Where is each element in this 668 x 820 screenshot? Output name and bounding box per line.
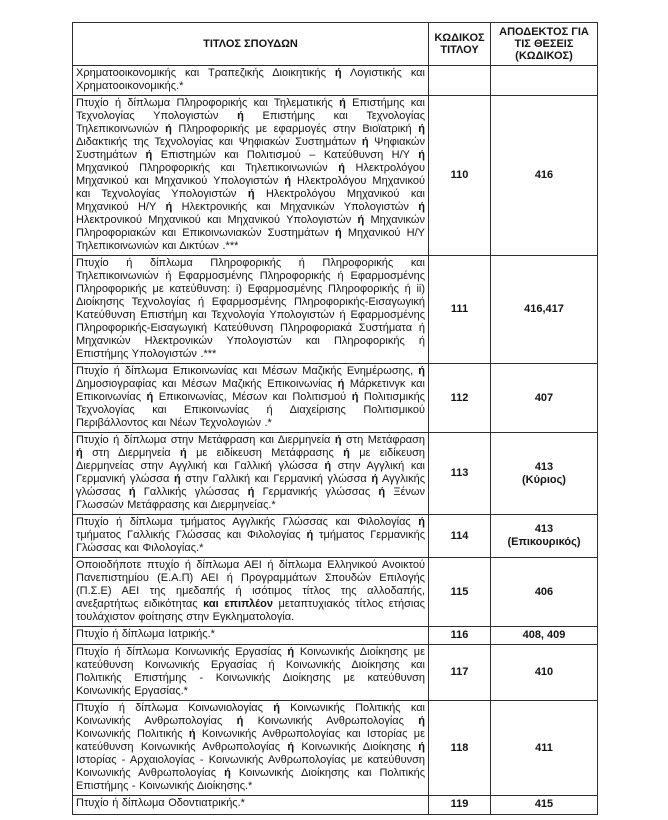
degree-title-cell	[73, 515, 429, 558]
degree-title-segment: Ξένων Γλωσσών Μετάφρασης και Διερμηνείας.*	[76, 486, 425, 512]
accepted-positions-cell: 407	[491, 364, 598, 433]
degree-title-bold-segment: ή	[287, 741, 295, 754]
degree-title-bold-segment: ή	[337, 378, 345, 391]
accepted-positions-cell: 410	[491, 645, 598, 701]
degree-title-bold-segment: ή	[357, 214, 365, 227]
degree-title-bold-segment: ή	[418, 741, 425, 754]
table-row	[73, 701, 598, 796]
degree-title-segment: με ειδίκευση Μετάφρασης	[186, 447, 344, 460]
title-code-cell: 113	[429, 433, 491, 515]
title-code-cell: 114	[429, 515, 491, 558]
degree-title-segment: Πληροφορικής με εφαρμογές στην Βιοϊατρική	[171, 123, 419, 136]
table-row	[73, 627, 598, 645]
degree-title-segment: Μάρκετινγκ και Επικοινωνίας	[76, 378, 425, 404]
degree-title-segment: Ψηφιακών Συστημάτων	[76, 136, 425, 162]
degree-title-cell	[73, 645, 429, 701]
accepted-positions-cell: 413 (Κύριος)	[491, 433, 598, 515]
degree-title-segment: με ειδίκευση Διερμηνείας στην Αγγλική και Γαλλική γλώσσα	[76, 447, 426, 473]
table-row	[73, 515, 598, 558]
degree-title-segment: Λογιστικής και Χρηματοοικονομικής.*	[76, 67, 425, 93]
degree-title-bold-segment: ή	[334, 227, 342, 240]
degree-title-bold-segment: ή	[306, 529, 314, 542]
degree-title-bold-segment: ή	[236, 715, 244, 728]
title-code-cell: 118	[429, 701, 491, 796]
degree-title-bold-segment: ή	[284, 175, 291, 188]
degree-title-segment: Κοινωνικής Διοίκησης και Πολιτικής Επιστήμης - Κοινωνικής Διοίκησης.*	[76, 767, 425, 793]
degree-title-segment: Ηλεκτρονικής και Μηχανικών Υπολογιστών	[172, 201, 419, 214]
accepted-positions-cell: 411	[491, 701, 598, 796]
degree-title-bold-segment: ή	[128, 486, 136, 499]
degree-title-segment: Επιστήμης και Τεχνολογίας Υπολογιστών	[76, 97, 425, 123]
title-code-cell: 117	[429, 645, 491, 701]
degree-title-segment: Πτυχίο ή δίπλωμα στην Μετάφραση και Διερμηνεία	[76, 434, 335, 447]
degree-title-segment: Ηλεκτρονικού Μηχανικού και Μηχανικού Υπολογιστών	[76, 214, 358, 227]
title-code-cell: 116	[429, 627, 491, 645]
degree-title-bold-segment: ή	[188, 728, 196, 741]
accepted-positions-cell: 406	[491, 558, 598, 627]
degree-title-segment: Κοινωνικής Διοίκησης με κατεύθυνση Κοινωνικής Εργασίας ή Κοινωνικής Διοίκησης και Πολιτικής Επιστήμης - Κοινωνικής Διοίκησης με κατεύθυνση Κοινωνικής Εργασίας.*	[76, 646, 425, 698]
degree-title-segment: Πτυχίο ή δίπλωμα Κοινωνιολογίας	[76, 702, 274, 715]
table-row	[73, 433, 598, 515]
degree-title-segment: Επικοινωνίας, Μέσων και Πολιτισμού	[153, 391, 352, 404]
degree-title-segment: Πτυχίο ή δίπλωμα Πληροφορικής και Τηλεματικής	[76, 97, 340, 110]
column-header-title-of-studies: ΤΙΤΛΟΣ ΣΠΟΥΔΩΝ	[73, 23, 429, 66]
degree-title-segment: Μηχανικού Πληροφορικής και Τηλεπικοινωνιών	[76, 162, 339, 175]
degree-title-segment: Επιστήμης και Τεχνολογίας Τηλεπικοινωνιών	[76, 110, 425, 136]
degree-title-segment: Χρηματοοικονομικής και Τραπεζικής Διοικητικής	[76, 67, 335, 80]
table-row	[73, 96, 598, 256]
degree-title-segment: Πτυχίο ή δίπλωμα Ιατρικής.*	[76, 628, 215, 641]
degree-title-segment: Ηλεκτρολόγου Μηχανικού και Μηχανικού Υπολογιστών	[76, 162, 425, 188]
degree-title-segment: Μηχανικών Πληροφοριακών και Επικοινωνιακών Συστημάτων	[76, 214, 425, 240]
degree-title-bold-segment: ή	[343, 447, 350, 460]
degree-title-segment: Πτυχίο ή δίπλωμα Οδοντιατρικής.*	[76, 797, 245, 810]
degree-title-segment: Κοινωνικής Πολιτικής	[76, 728, 189, 741]
degree-title-segment: Διδακτικής της Τεχνολογίας και Ψηφιακών Συστημάτων	[76, 136, 362, 149]
degree-title-bold-segment: ή	[237, 110, 244, 123]
degree-title-bold-segment: ή	[165, 201, 173, 214]
title-code-cell: 112	[429, 364, 491, 433]
degree-title-cell	[73, 66, 429, 96]
degree-title-bold-segment: ή	[418, 365, 425, 378]
degree-title-segment: Δημοσιογραφίας και Μέσων Μαζικής Επικοινωνίας	[76, 378, 338, 391]
degree-title-bold-segment: ή	[145, 149, 153, 162]
degree-title-segment: στην Αγγλική και Γερμανική γλώσσα	[76, 460, 425, 486]
column-header-accepted-positions: ΑΠΟΔΕΚΤΟΣ ΓΙΑ ΤΙΣ ΘΕΣΕΙΣ (ΚΩΔΙΚΟΣ)	[491, 23, 598, 66]
degree-title-bold-segment: ή	[146, 391, 154, 404]
table-row	[73, 364, 598, 433]
degree-title-bold-segment: ή	[334, 434, 342, 447]
table-row	[73, 66, 598, 96]
title-code-cell	[429, 66, 491, 96]
degree-title-segment: Γαλλικής γλώσσας	[135, 486, 248, 499]
degree-title-segment: μεταπτυχιακός τίτλος ετήσιας τουλάχιστον φοίτησης στην Εγκληματολογία.	[76, 598, 425, 624]
degree-title-bold-segment: ή	[324, 460, 332, 473]
degree-title-bold-segment: ή	[418, 715, 425, 728]
accepted-positions-cell: 416,417	[491, 256, 598, 364]
table-row	[73, 256, 598, 364]
degree-title-cell	[73, 364, 429, 433]
degree-title-bold-segment: ή	[173, 473, 181, 486]
degree-title-segment: Πτυχίο ή δίπλωμα Επικοινωνίας και Μέσων Μαζικής Ενημέρωσης,	[76, 365, 419, 378]
degree-title-segment: Πτυχίο ή δίπλωμα τμήματος Αγγλικής Γλώσσας και Φιλολογίας	[76, 516, 419, 529]
table-body	[73, 66, 598, 814]
title-code-cell: 111	[429, 256, 491, 364]
degree-title-segment: Ηλεκτρολόγου Μηχανικού και Μηχανικού Η/Υ	[76, 188, 425, 214]
degree-title-bold-segment: ή	[361, 136, 369, 149]
degree-title-bold-segment: ή	[224, 767, 231, 780]
degree-title-segment: Αγγλικής γλώσσας	[76, 473, 426, 499]
degree-title-bold-segment: ή	[76, 447, 83, 460]
degree-title-bold-segment: ή	[418, 123, 425, 136]
degree-title-segment: Πτυχίο ή δίπλωμα Κοινωνικής Εργασίας	[76, 646, 288, 659]
degree-title-segment: στην Γαλλική και Γερμανική γλώσσα	[180, 473, 372, 486]
degree-title-bold-segment: ή	[378, 486, 386, 499]
accepted-positions-cell: 415	[491, 796, 598, 814]
accepted-positions-cell: 416	[491, 96, 598, 256]
degree-title-bold-segment: ή	[351, 391, 359, 404]
degree-title-segment: Επιστημών και Πολιτισμού – Κατεύθυνση Η/Υ	[152, 149, 419, 162]
accepted-positions-cell	[491, 66, 598, 96]
degree-title-cell	[73, 96, 429, 256]
degree-title-bold-segment: ή	[418, 201, 426, 214]
degree-title-bold-segment: ή	[287, 646, 295, 659]
degree-title-segment: Οποιοδήποτε πτυχίο ή δίπλωμα ΑΕΙ ή δίπλωμα Ελληνικού Ανοικτού Πανεπιστημίου (Ε.Α.Π) ΑΕΙ ή Προγραμμάτων Σπουδών Επιλογής (Π.Σ.Ε) ΑΕΙ της ημεδαπής ή ισότιμος τίτλος της αλλοδαπής, ανεξαρτήτως ειδικότητας	[76, 559, 425, 611]
degree-title-segment: Γερμανικής γλώσσας	[254, 486, 379, 499]
degree-title-cell	[73, 558, 429, 627]
degree-title-bold-segment: ή	[180, 447, 187, 460]
degree-title-segment: Κοινωνικής Διοίκησης	[294, 741, 419, 754]
degree-title-segment: Ηλεκτρολόγου Μηχανικού και Τεχνολογίας Υπολογιστών	[76, 175, 425, 201]
table-header-row	[73, 23, 598, 66]
degree-title-cell	[73, 627, 429, 645]
degree-title-segment: Πτυχίο ή δίπλωμα Πληροφορικής ή Πληροφορικής και Τηλεπικοινωνιών ή Εφαρμοσμένης Πληροφορικής ή Εφαρμοσμένης Πληροφορικής με κατεύθυνση: i) Εφαρμοσμένης Πληροφορικής ή ii) Διοίκησης Τεχνολογίας ή Εφαρμοσμένης Πληροφορικής-Εισαγωγική Κατεύθυνση Επιστήμη και Τεχνολογία Υπολογιστών ή Εφαρμοσμένης Πληροφορικής-Εισαγωγική Κατεύθυνση Πληροφοριακά Συστήματα ή Μηχανικών Ηλεκτρονικών Υπολογιστών και Πληροφορικής ή Επιστήμης Υπολογιστών .***	[76, 257, 425, 361]
degree-title-cell	[73, 796, 429, 814]
degree-title-bold-segment: ή	[418, 516, 425, 529]
degree-title-segment: Κοινωνικής Ανθρωπολογίας	[243, 715, 419, 728]
degree-title-bold-segment: ή	[334, 67, 342, 80]
degree-title-segment: τμήματος Γαλλικής Γλώσσας και Φιλολογίας	[76, 529, 307, 542]
title-code-cell: 119	[429, 796, 491, 814]
column-header-title-code: ΚΩΔΙΚΟΣ ΤΙΤΛΟΥ	[429, 23, 491, 66]
degree-title-bold-segment: ή	[338, 162, 345, 175]
degree-title-segment: τμήματος Γερμανικής Γλώσσας και Φιλολογίας.*	[76, 529, 426, 555]
degree-title-segment: στη Μετάφραση	[341, 434, 425, 447]
degree-title-cell	[73, 256, 429, 364]
degree-title-segment: Μηχανικού Η/Υ Τηλεπικοινωνιών και Δικτύων .***	[76, 227, 426, 253]
degree-title-cell	[73, 701, 429, 796]
degree-title-segment: Ιστορίας - Αρχαιολογίας - Κοινωνικής Ανθρωπολογίας με κατεύθυνση Κοινωνικής Ανθρωπολογίας	[76, 754, 425, 780]
title-code-cell: 115	[429, 558, 491, 627]
degree-title-segment: στη Διερμηνεία	[82, 447, 180, 460]
table-row	[73, 558, 598, 627]
degree-title-cell	[73, 433, 429, 515]
title-code-cell: 110	[429, 96, 491, 256]
degree-title-bold-segment: ή	[418, 149, 426, 162]
degree-title-segment: Πολιτισμικής Τεχνολογίας και Επικοινωνίας ή Διαχείρισης Πολιτισμικού Περιβάλλοντος και Νέων Τεχνολογιών .*	[76, 391, 425, 430]
degree-title-bold-segment: ή	[371, 473, 379, 486]
degree-titles-table	[72, 22, 598, 815]
degree-title-bold-segment: ή	[339, 97, 346, 110]
table-row	[73, 796, 598, 814]
accepted-positions-cell: 408, 409	[491, 627, 598, 645]
degree-title-bold-segment: και επιπλέον	[203, 598, 273, 611]
degree-title-segment: Κοινωνικής Πολιτικής και Κοινωνικής Ανθρωπολογίας	[76, 702, 425, 728]
degree-title-segment: Κοινωνικής Ανθρωπολογίας και Ιστορίας με κατεύθυνση Κοινωνικής Ανθρωπολογίας	[76, 728, 425, 754]
degree-title-bold-segment: ή	[165, 123, 172, 136]
degree-title-bold-segment: ή	[273, 702, 280, 715]
degree-title-bold-segment: ή	[247, 188, 255, 201]
table-row	[73, 645, 598, 701]
degree-title-bold-segment: ή	[247, 486, 255, 499]
accepted-positions-cell: 413 (Επικουρικός)	[491, 515, 598, 558]
